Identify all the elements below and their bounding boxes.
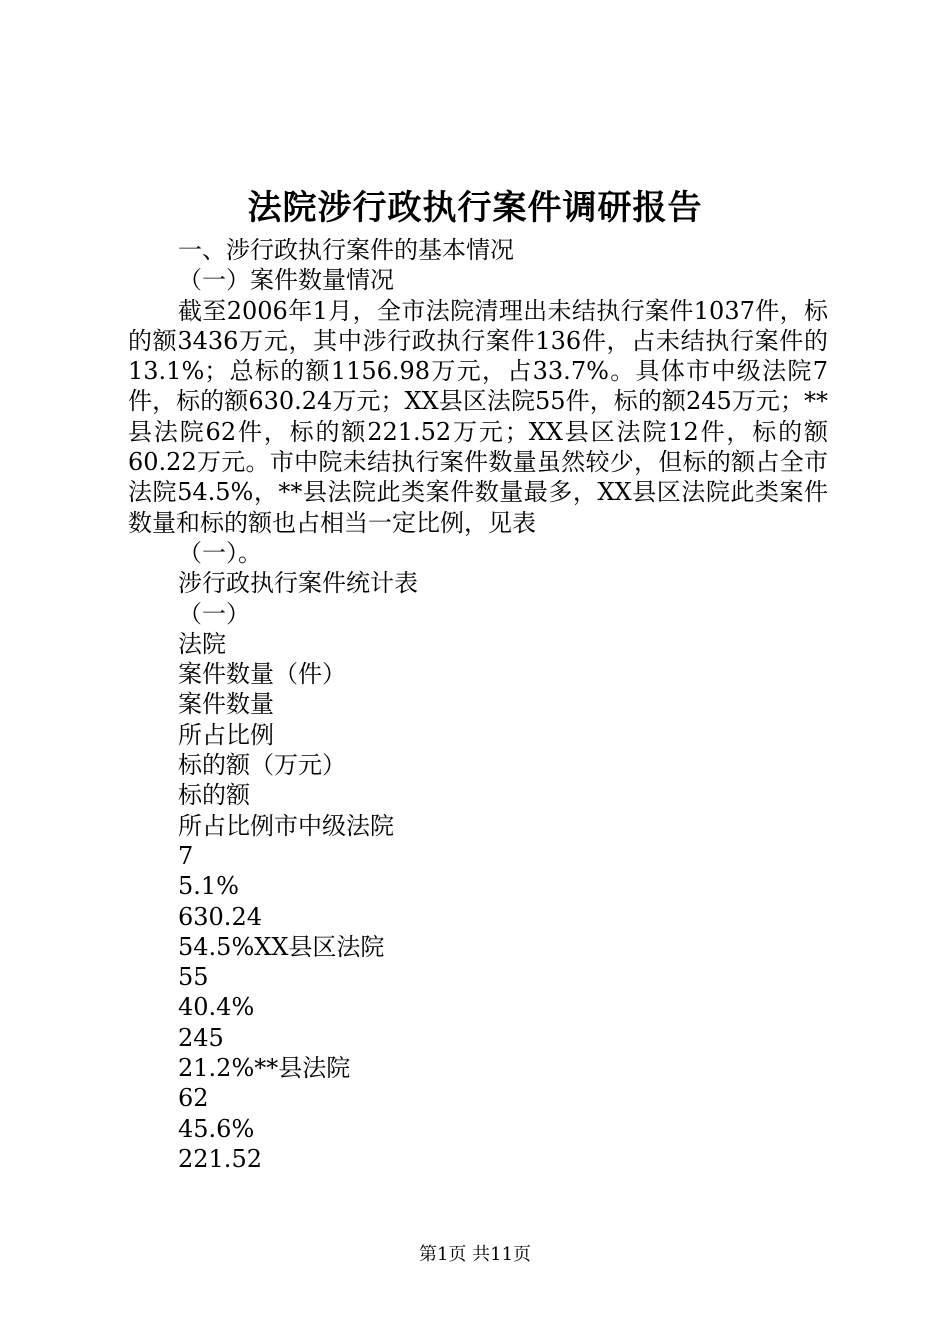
body-paragraph: 截至2006年1月，全市法院清理出未结执行案件1037件，标的额3436万元，其中涉行政执行案件136件，占未结执行案件的13.1%；总标的额1156.98万元，占33.7%。具体市中级法院7件，标的额630.24万元；XX县区法院55件，标的额245万元；**县法院62件，标的额221.52万元；XX县区法院12件，标的额60.22万元。市中院未结执行案件数量虽然较少，但标的额占全市法院54.5%，**县法院此类案件数量最多，XX县区法院此类案件数量和标的额也占相当一定比例，见表: [128, 296, 828, 537]
table-text-lines: [128, 538, 828, 1174]
text-line: 21.2%**县法院: [178, 1054, 351, 1083]
subsection-heading: （一）案件数量情况: [178, 266, 394, 295]
text-line: 法院: [178, 629, 226, 658]
text-line: 5.1%: [178, 872, 239, 901]
text-line: 标的额（万元）: [178, 751, 346, 780]
page-number-footer: 第1页 共11页: [418, 1244, 532, 1265]
text-line: 45.6%: [178, 1114, 255, 1143]
text-line: 55: [178, 963, 209, 992]
text-line: （一）。: [178, 538, 262, 567]
text-line: （一）: [178, 599, 250, 628]
text-line: 40.4%: [178, 993, 255, 1022]
text-line: 7: [178, 841, 194, 870]
text-line: 54.5%XX县区法院: [178, 932, 385, 961]
text-line: 62: [178, 1084, 209, 1113]
text-line: 标的额: [178, 781, 250, 810]
text-line: 案件数量（件）: [178, 660, 346, 689]
section-heading: 一、涉行政执行案件的基本情况: [178, 236, 514, 264]
document-title: 法院涉行政执行案件调研报告: [247, 188, 703, 228]
text-line: 630.24: [178, 902, 262, 931]
text-line: 涉行政执行案件统计表: [178, 569, 418, 598]
text-line: 245: [178, 1023, 224, 1052]
text-line: 221.52: [178, 1144, 262, 1173]
text-line: 所占比例: [178, 720, 274, 749]
document-body: [128, 235, 828, 1174]
text-line: 所占比例市中级法院: [178, 811, 394, 840]
text-line: 案件数量: [178, 690, 274, 719]
